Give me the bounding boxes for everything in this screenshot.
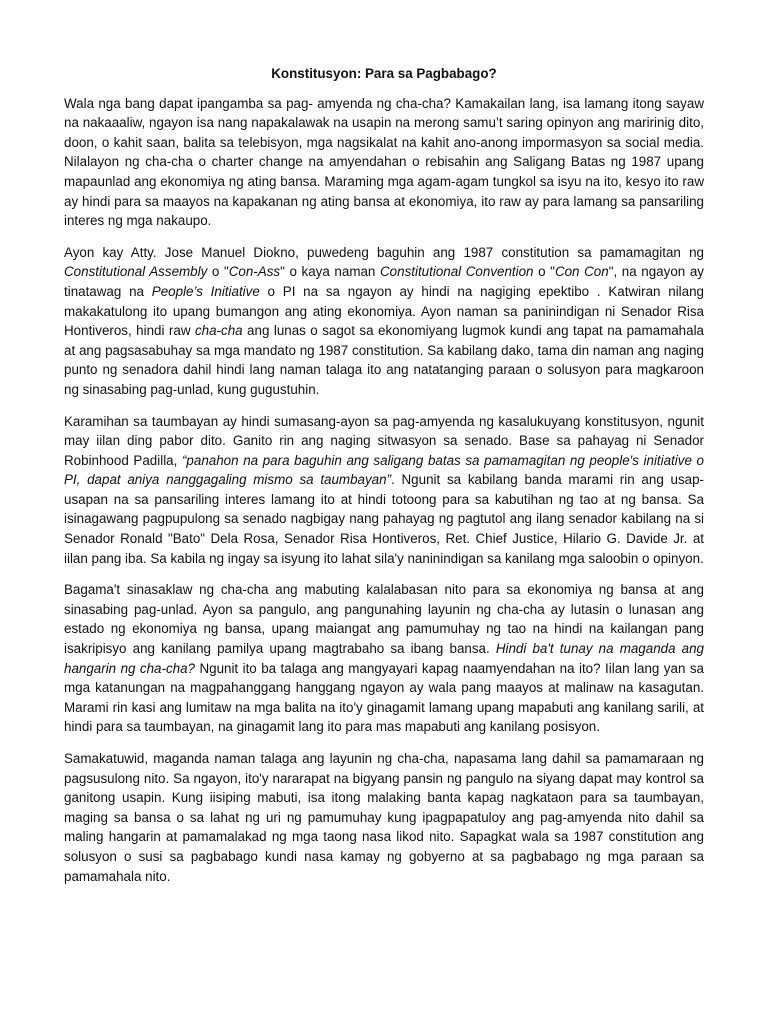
text-run: o " xyxy=(533,264,555,280)
document-page xyxy=(64,64,704,898)
text-run: o PI na sa ngayon ay hindi na nagiging epektibo . Katwiran nilang makakatulong ito upang bumangon ang ating ekonomiya. Ayon naman sa paninindigan ni Senador Risa Hontiveros, hindi raw xyxy=(64,283,704,339)
text-run: Wala nga bang dapat ipangamba sa pag- amyenda ng cha-cha? Kamakailan lang, isa lamang itong sayaw na nakaaaliw, ngayon isa nang napakalawak na usapin na merong samu’t saring opinyon ang maririnig dito, doon, o kahit saan, balita sa telebisyon, mga nagsikalat na kahit ano-anong impormasyon sa social media. Nilalayon ng cha-cha o charter change na amyendahan o rebisahin ang Saligang Batas ng 1987 upang mapaunlad ang ekonomiya ng ating bansa. Maraming mga agam-agam tungkol sa isyu na ito, kesyo ito raw ay hindi para sa maayos na kapakanan ng ating bansa at ekonomiya, ito raw ay para lamang sa pansariling interes ng mga nakaupo. xyxy=(64,95,704,229)
text-run: o " xyxy=(207,264,229,280)
text-run: Bagama't sinasaklaw ng cha-cha ang mabuting kalalabasan nito para sa ekonomiya ng bansa at ang sinasabing pag-unlad. Ayon sa pangulo, ang pangunahing layunin ng cha-cha ay lutasin o lunasan ang estado ng ekonomiya ng bansa, upang maiangat ang pamumuhay ng tao na hindi na kailangan pang isakripisyo ang kanilang pamilya upang magtrabaho sa ibang bansa. xyxy=(64,582,704,657)
text-run: Ngunit ito ba talaga ang mangyayari kapag naamyendahan na ito? Iilan lang yan sa mga katanungan na magpahanggang hanggang ngayon ay wala pang maayos at malinaw na kasagutan. Marami rin kasi ang lumitaw na mga balita na ito'y ginagamit lamang upang mapabuti ang kanilang sarili, at hindi para sa taumbayan, na ginagamit lang ito para mas mapabuti ang kanilang posisyon. xyxy=(64,660,704,735)
document-body xyxy=(64,94,704,887)
italic-text: Con-Ass xyxy=(228,264,281,280)
italic-text: Constitutional Assembly xyxy=(64,264,208,280)
text-run: . Ngunit sa kabilang banda marami rin ang usap-usapan na sa pansariling interes lamang ito at hindi totoong para sa kabutihan ng tao at ng bansa. Sa isinagawang pagpupulong sa senado nagbigay nang pahayag ng pagtutol ang ilang senador kabilang na si Senador Ronald "Bato" Dela Rosa, Senador Risa Hontiveros, Ret. Chief Justice, Hilario G. Davide Jr. at iilan pang iba. Sa kabila ng ingay sa isyung ito lahat sila'y naninindigan sa kanilang mga saloobin o opinyon. xyxy=(64,472,705,566)
paragraph-2 xyxy=(64,243,704,400)
text-run: " o kaya naman xyxy=(280,264,380,280)
paragraph-4 xyxy=(64,580,704,737)
italic-text: People’s Initiative xyxy=(151,283,260,299)
italic-text: “panahon na para baguhin ang saligang batas sa pamamagitan ng people's initiative o PI, dapat aniya nanggagaling mismo sa taumbayan” xyxy=(64,452,704,488)
italic-text: cha-cha xyxy=(194,323,243,339)
text-run: Samakatuwid, maganda naman talaga ang layunin ng cha-cha, napasama lang dahil sa pamamaraan ng pagsusulong nito. Sa ngayon, ito'y nararapat na bigyang pansin ng pangulo na siyang dapat may kontrol sa ganitong usapin. Kung iisiping mabuti, isa itong malaking banta kapag nagkataon para sa taumbayan, maging sa bansa o sa lahat ng uri ng pamumuhay kung ipagpapatuloy ang pag-amyenda nito dahil sa maling hangarin at pamamalakad ng mga taong nasa likod nito. Sapagkat wala sa 1987 constitution ang solusyon o susi sa pagbabago kundi nasa kamay ng gobyerno at sa pagbabago ng mga paraan sa pamamahala nito. xyxy=(64,751,704,884)
text-run: ", na ngayon ay tinatawag na xyxy=(64,264,704,299)
italic-text: Constitutional Convention xyxy=(380,264,534,280)
paragraph-3 xyxy=(64,412,704,569)
italic-text: Hindi ba't tunay na maganda ang hangarin ng cha-cha? xyxy=(64,641,704,676)
paragraph-1 xyxy=(64,94,704,231)
text-run: Karamihan sa taumbayan ay hindi sumasang-ayon sa pag-amyenda ng kasalukuyang konstitusyon, ngunit may iilan ding pabor dito. Ganito rin ang naging sitwasyon sa senado. Base sa pahayag ni Senador Robinhood Padilla, xyxy=(64,413,704,468)
text-run: ang lunas o sagot sa ekonomiyang lugmok kundi ang tapat na pamamahala at ang pagsasabuhay sa mga mandato ng 1987 constitution. Sa kabilang dako, tama din naman ang naging punto ng senadora dahil hindi lang naman talaga ito ang natatanging paraan o solusyon para magkaroon ng sinasabing pag-unlad, kung gugustuhin. xyxy=(64,323,704,397)
document-title: Konstitusyon: Para sa Pagbabago? xyxy=(271,66,497,81)
text-run: Ayon kay Atty. Jose Manuel Diokno, puwedeng baguhin ang 1987 constitution sa pamamagitan ng xyxy=(64,244,704,260)
paragraph-5 xyxy=(64,749,704,886)
italic-text: Con Con xyxy=(554,264,609,280)
